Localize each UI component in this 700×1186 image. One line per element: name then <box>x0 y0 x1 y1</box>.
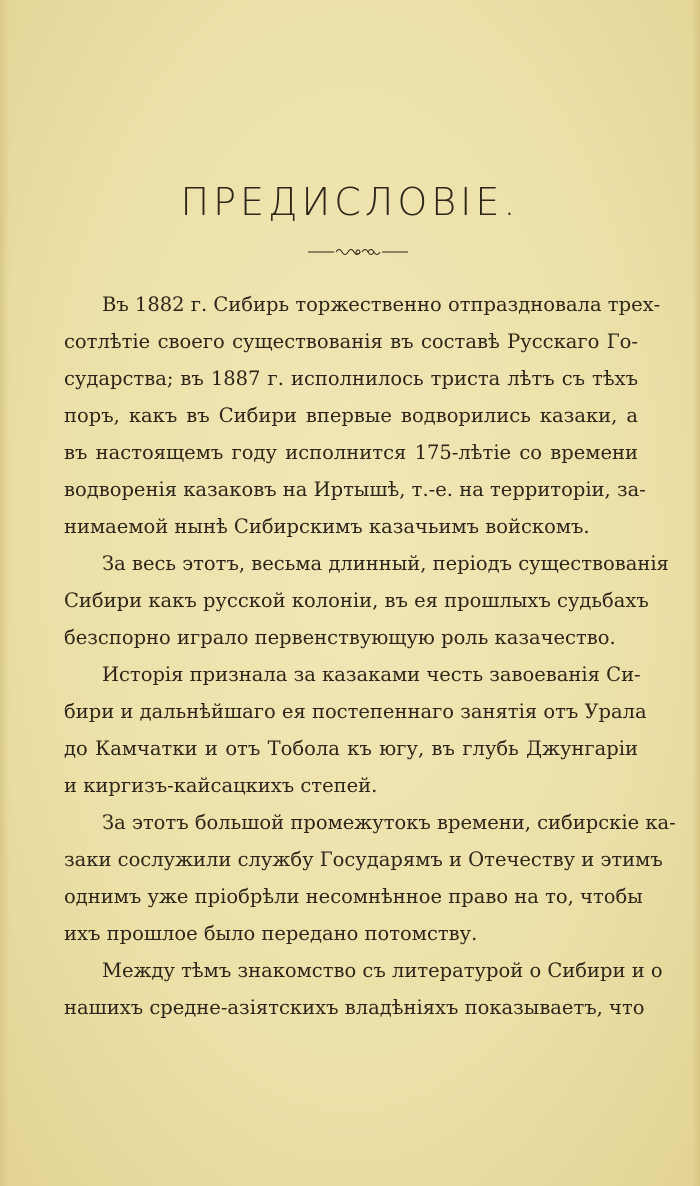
text-line: заки сослужили службу Государямъ и Отечеству и этимъ <box>64 848 663 871</box>
page-right-edge-shadow <box>692 0 700 1186</box>
text-line: до Камчатки и отъ Тобола къ югу, въ глубь Джунгарiи <box>64 737 638 760</box>
text-line: поръ, какъ въ Сибири впервые водворились казаки, а <box>64 404 638 427</box>
text-line: За весь этотъ, весьма длинный, перiодъ существованiя <box>102 552 669 575</box>
text-line: За этотъ большой промежутокъ времени, сибирскiе ка- <box>102 811 676 834</box>
text-line: однимъ уже прiобрѣли несомнѣнное право на то, чтобы <box>64 885 643 908</box>
text-line: безспорно играло первенствующую роль казачество. <box>64 626 616 649</box>
text-line: Исторiя признала за казаками честь завоеванiя Си- <box>102 663 641 686</box>
page-left-edge-shadow <box>0 0 10 1186</box>
body-text <box>64 286 676 1026</box>
text-line: бири и дальнѣйшаго ея постепеннаго занятiя отъ Урала <box>64 700 647 723</box>
text-line: и киргизъ-кайсацкихъ степей. <box>64 774 378 797</box>
paragraph-3 <box>64 656 647 804</box>
text-line: Сибири какъ русской колонiи, въ ея прошлыхъ судьбахъ <box>64 589 649 612</box>
text-line: сотлѣтiе своего существованiя въ составѣ Русскаго Го- <box>64 330 638 353</box>
text-line: водворенiя казаковъ на Иртышѣ, т.-е. на территорiи, за- <box>64 478 646 501</box>
ornament-divider <box>308 245 408 259</box>
text-line: нашихъ средне-азiятскихъ владѣнiяхъ показываетъ, что <box>64 996 645 1019</box>
text-line: сударства; въ 1887 г. исполнилось триста лѣтъ съ тѣхъ <box>64 367 638 390</box>
paragraph-1 <box>64 286 661 545</box>
paragraph-5 <box>64 952 663 1026</box>
paragraph-2 <box>64 545 669 656</box>
text-line: ихъ прошлое было передано потомству. <box>64 922 478 945</box>
text-line: въ настоящемъ году исполнится 175-лѣтiе со времени <box>64 441 638 464</box>
paragraph-4 <box>64 804 676 952</box>
text-line: нимаемой нынѣ Сибирскимъ казачьимъ войскомъ. <box>64 515 590 538</box>
text-line: Въ 1882 г. Сибирь торжественно отпраздновала трех- <box>102 293 661 316</box>
page-title: ПРЕДИСЛОВIЕ. <box>180 180 520 224</box>
text-line: Между тѣмъ знакомство съ литературой о Сибири и о <box>102 959 663 982</box>
